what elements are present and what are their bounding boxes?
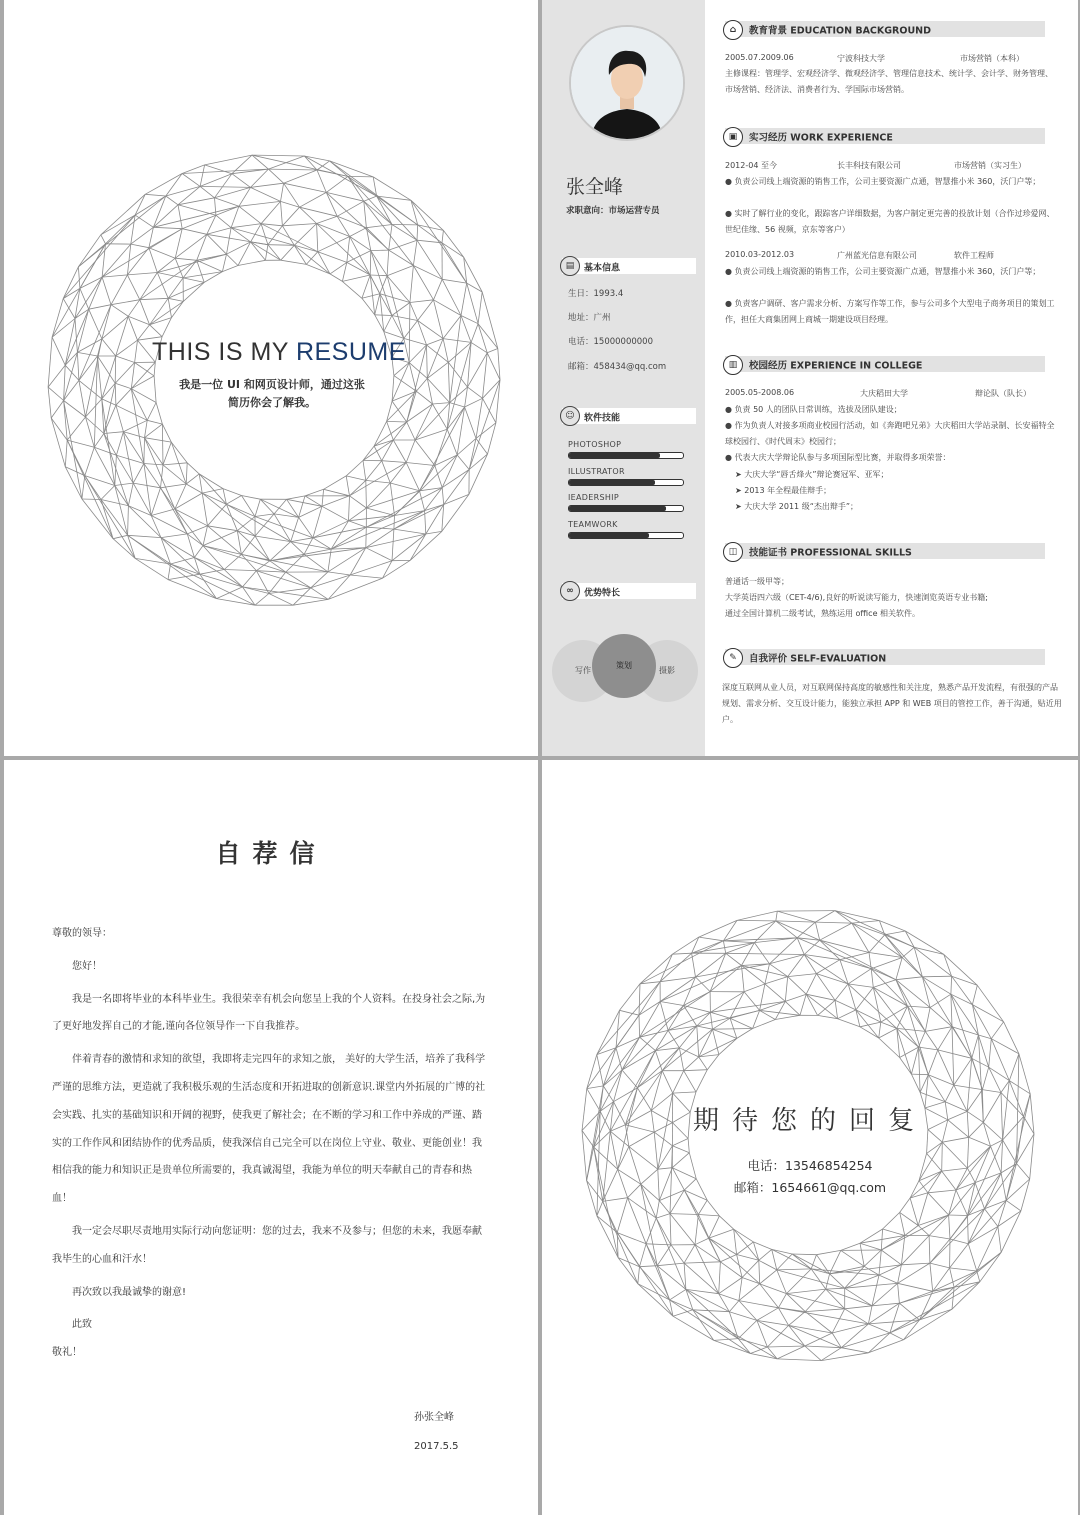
- basic-info-heading: ▤ 基本信息: [562, 258, 696, 274]
- college-role: 辩论队（队长）: [975, 389, 1031, 398]
- skill-line-1: 普通话一级甲等；: [725, 577, 789, 586]
- strengths-heading: ∞ 优势特长: [562, 583, 696, 599]
- job2-company: 广州蓝光信息有限公司: [837, 251, 917, 260]
- letter-signature: 孙张全峰: [414, 1412, 454, 1423]
- back-cover-page: [542, 760, 1078, 1515]
- skill-bar-fill: [569, 506, 666, 511]
- certificate-icon: ◫: [723, 542, 743, 562]
- job1-company: 长丰科技有限公司: [837, 161, 901, 170]
- college-school: 大庆稻田大学: [860, 389, 908, 398]
- person-icon: ☺: [560, 406, 580, 426]
- job-intent: 求职意向：市场运营专员: [566, 206, 660, 216]
- job1-period: 2012-04 至今: [725, 161, 777, 170]
- job2-item-1: ● 负责公司线上端资源的销售工作，公司主要资源广点通，智慧推小米 360，沃门户等；: [725, 267, 1041, 276]
- education-period: 2005.07.2009.06: [725, 53, 794, 62]
- link-icon: ∞: [560, 581, 580, 601]
- cover-title-emphasis: RESUME: [295, 338, 406, 366]
- self-evaluation-heading: ✎ 自我评价 SELF-EVALUATION: [725, 649, 1045, 665]
- education-courses: 主修课程：管理学、宏观经济学、微观经济学、管理信息技术、统计学、会计学、财务管理、市场营销、经济法、消费者行为、学国际市场营销。: [725, 69, 1053, 94]
- cover-letter-page: [4, 760, 538, 1515]
- college-item-2: ● 作为负责人对接多项商业校园行活动，如《奔跑吧兄弟》大庆稻田大学站录制、长安福特全球校园行、《时代周末》校园行；: [725, 421, 1055, 446]
- skill-item: [568, 493, 684, 512]
- skill-bar-fill: [569, 533, 649, 538]
- job2-role: 软件工程师: [954, 251, 994, 260]
- back-title: 期待您的回复: [692, 1106, 927, 1136]
- skill-label: TEAMWORK: [568, 520, 618, 529]
- education-school: 宁波科技大学: [837, 54, 885, 63]
- avatar: [569, 25, 685, 141]
- education-heading: ⌂ 教育背景 EDUCATION BACKGROUND: [725, 21, 1045, 37]
- cover-page: [4, 0, 538, 756]
- skill-bar: [568, 479, 684, 486]
- cover-subtitle: 我是一位 UI 和网页设计师，通过这张 简历你会了解我。: [179, 378, 365, 409]
- portrait-photo: [571, 27, 683, 139]
- info-email: 邮箱：458434@qq.com: [568, 362, 667, 372]
- job1-role: 市场营销（实习生）: [954, 161, 1026, 170]
- strength-bubble-planning: 策划: [592, 634, 656, 698]
- strength-bubble-photography: 摄影: [636, 640, 698, 702]
- letter-title: 自荐信: [215, 839, 327, 868]
- skill-line-3: 通过全国计算机二级考试，熟练运用 office 相关软件。: [725, 609, 921, 618]
- skill-label: PHOTOSHOP: [568, 440, 622, 449]
- letter-paragraph: 再次致以我最诚挚的谢意!: [72, 1286, 187, 1298]
- job1-item-2: ● 实时了解行业的变化，跟踪客户详细数据，为客户制定更完善的投放计划（合作过珍爱网、世纪佳缘、56 视频，京东等客户）: [725, 209, 1055, 234]
- college-period: 2005.05-2008.06: [725, 388, 795, 397]
- skill-bar: [568, 452, 684, 459]
- back-email: 邮箱：1654661@qq.com: [733, 1180, 887, 1195]
- id-card-icon: ▤: [560, 256, 580, 276]
- letter-body: [52, 920, 486, 1367]
- resume-page: [542, 0, 1078, 756]
- work-heading: ▣ 实习经历 WORK EXPERIENCE: [725, 128, 1045, 144]
- strength-bubble-writing: 写作: [552, 640, 614, 702]
- cover-title: THIS IS MY RESUME: [152, 338, 406, 366]
- college-item-3: ● 代表大庆大学辩论队参与多项国际型比赛，并取得多项荣誉：: [725, 453, 951, 462]
- skill-label: ILLUSTRATOR: [568, 467, 625, 476]
- info-address: 地址：广州: [568, 313, 611, 323]
- self-evaluation-text: 深度互联网从业人员，对互联网保持高度的敏感性和关注度，熟悉产品开发流程，有很强的产品规划、需求分析、交互设计能力，能独立承担 APP 和 WEB 项目的管控工作，善于沟通，贴近用户。: [722, 683, 1062, 724]
- letter-paragraph: 伴着青春的激情和求知的欲望，我即将走完四年的求知之旅， 美好的大学生活，培养了我科学严谨的思维方法，更造就了我积极乐观的生活态度和开拓进取的创新意识.课堂内外拓展的广博的社会实践、扎实的基础知识和开阔的视野，使我更了解社会；在不断的学习和工作中养成的严谨、踏实的工作作风和团结协作的优秀品质，使我深信自己完全可以在岗位上守业、敬业、更能创业！我相信我的能力和知识正是贵单位所需要的，我真诚渴望，我能为单位的明天奉献自己的青春和热血！: [52, 1054, 486, 1205]
- college-honor-2: ➤ 2013 年全程最佳辩手；: [735, 486, 832, 495]
- letter-greeting: 您好！: [72, 960, 102, 972]
- briefcase-icon: ▣: [723, 127, 743, 147]
- resume-sidebar: [542, 0, 705, 756]
- letter-closing-1: 此致: [72, 1319, 92, 1331]
- letter-paragraph: 我是一名即将毕业的本科毕业生。我很荣幸有机会向您呈上我的个人资料。在投身社会之际,为了更好地发挥自己的才能,谨向各位领导作一下自我推荐。: [52, 993, 486, 1033]
- back-phone: 电话：13546854254: [747, 1158, 873, 1173]
- college-honor-3: ➤ 大庆大学 2011 级“杰出辩手”；: [735, 502, 858, 511]
- job2-item-2: ● 负责客户调研、客户需求分析、方案写作等工作，参与公司多个大型电子商务项目的策划工作，担任大商集团网上商城一期建设项目经理。: [725, 299, 1055, 324]
- letter-paragraph: 我一定会尽职尽责地用实际行动向您证明：您的过去，我来不及参与；但您的未来，我愿奉献我毕生的心血和汗水！: [52, 1225, 482, 1265]
- professional-skills-heading: ◫ 技能证书 PROFESSIONAL SKILLS: [725, 543, 1045, 559]
- letter-salutation: 尊敬的领导：: [52, 928, 112, 939]
- candidate-name: 张全峰: [566, 176, 624, 198]
- letter-closing-2: 敬礼！: [52, 1347, 82, 1359]
- college-item-1: ● 负责 50 人的团队日常训练，选拔及团队建设；: [725, 405, 902, 414]
- education-major: 市场营销（本科）: [960, 54, 1024, 63]
- skill-item: [568, 440, 684, 459]
- info-phone: 电话：15000000000: [568, 337, 653, 347]
- skill-bar: [568, 505, 684, 512]
- skill-item: [568, 520, 684, 539]
- college-honor-1: ➤ 大庆大学“唇舌烽火”辩论赛冠军、亚军；: [735, 470, 889, 479]
- skill-line-2: 大学英语四六级（CET-4/6),良好的听说读写能力，快速浏览英语专业书籍;: [725, 593, 988, 602]
- skill-item: [568, 467, 684, 486]
- software-skills-heading: ☺ 软件技能: [562, 408, 696, 424]
- college-heading: ▥ 校园经历 EXPERIENCE IN COLLEGE: [725, 356, 1045, 372]
- skill-bar-fill: [569, 480, 655, 485]
- skill-label: IEADERSHIP: [568, 493, 619, 502]
- edit-icon: ✎: [723, 648, 743, 668]
- graduation-cap-icon: ⌂: [723, 20, 743, 40]
- skill-bar: [568, 532, 684, 539]
- skill-bar-fill: [569, 453, 660, 458]
- job1-item-1: ● 负责公司线上端资源的销售工作，公司主要资源广点通，智慧推小米 360，沃门户等；: [725, 177, 1041, 186]
- info-birthday: 生日：1993.4: [568, 289, 624, 299]
- job2-period: 2010.03-2012.03: [725, 250, 795, 259]
- letter-date: 2017.5.5: [414, 1441, 459, 1452]
- bar-chart-icon: ▥: [723, 355, 743, 375]
